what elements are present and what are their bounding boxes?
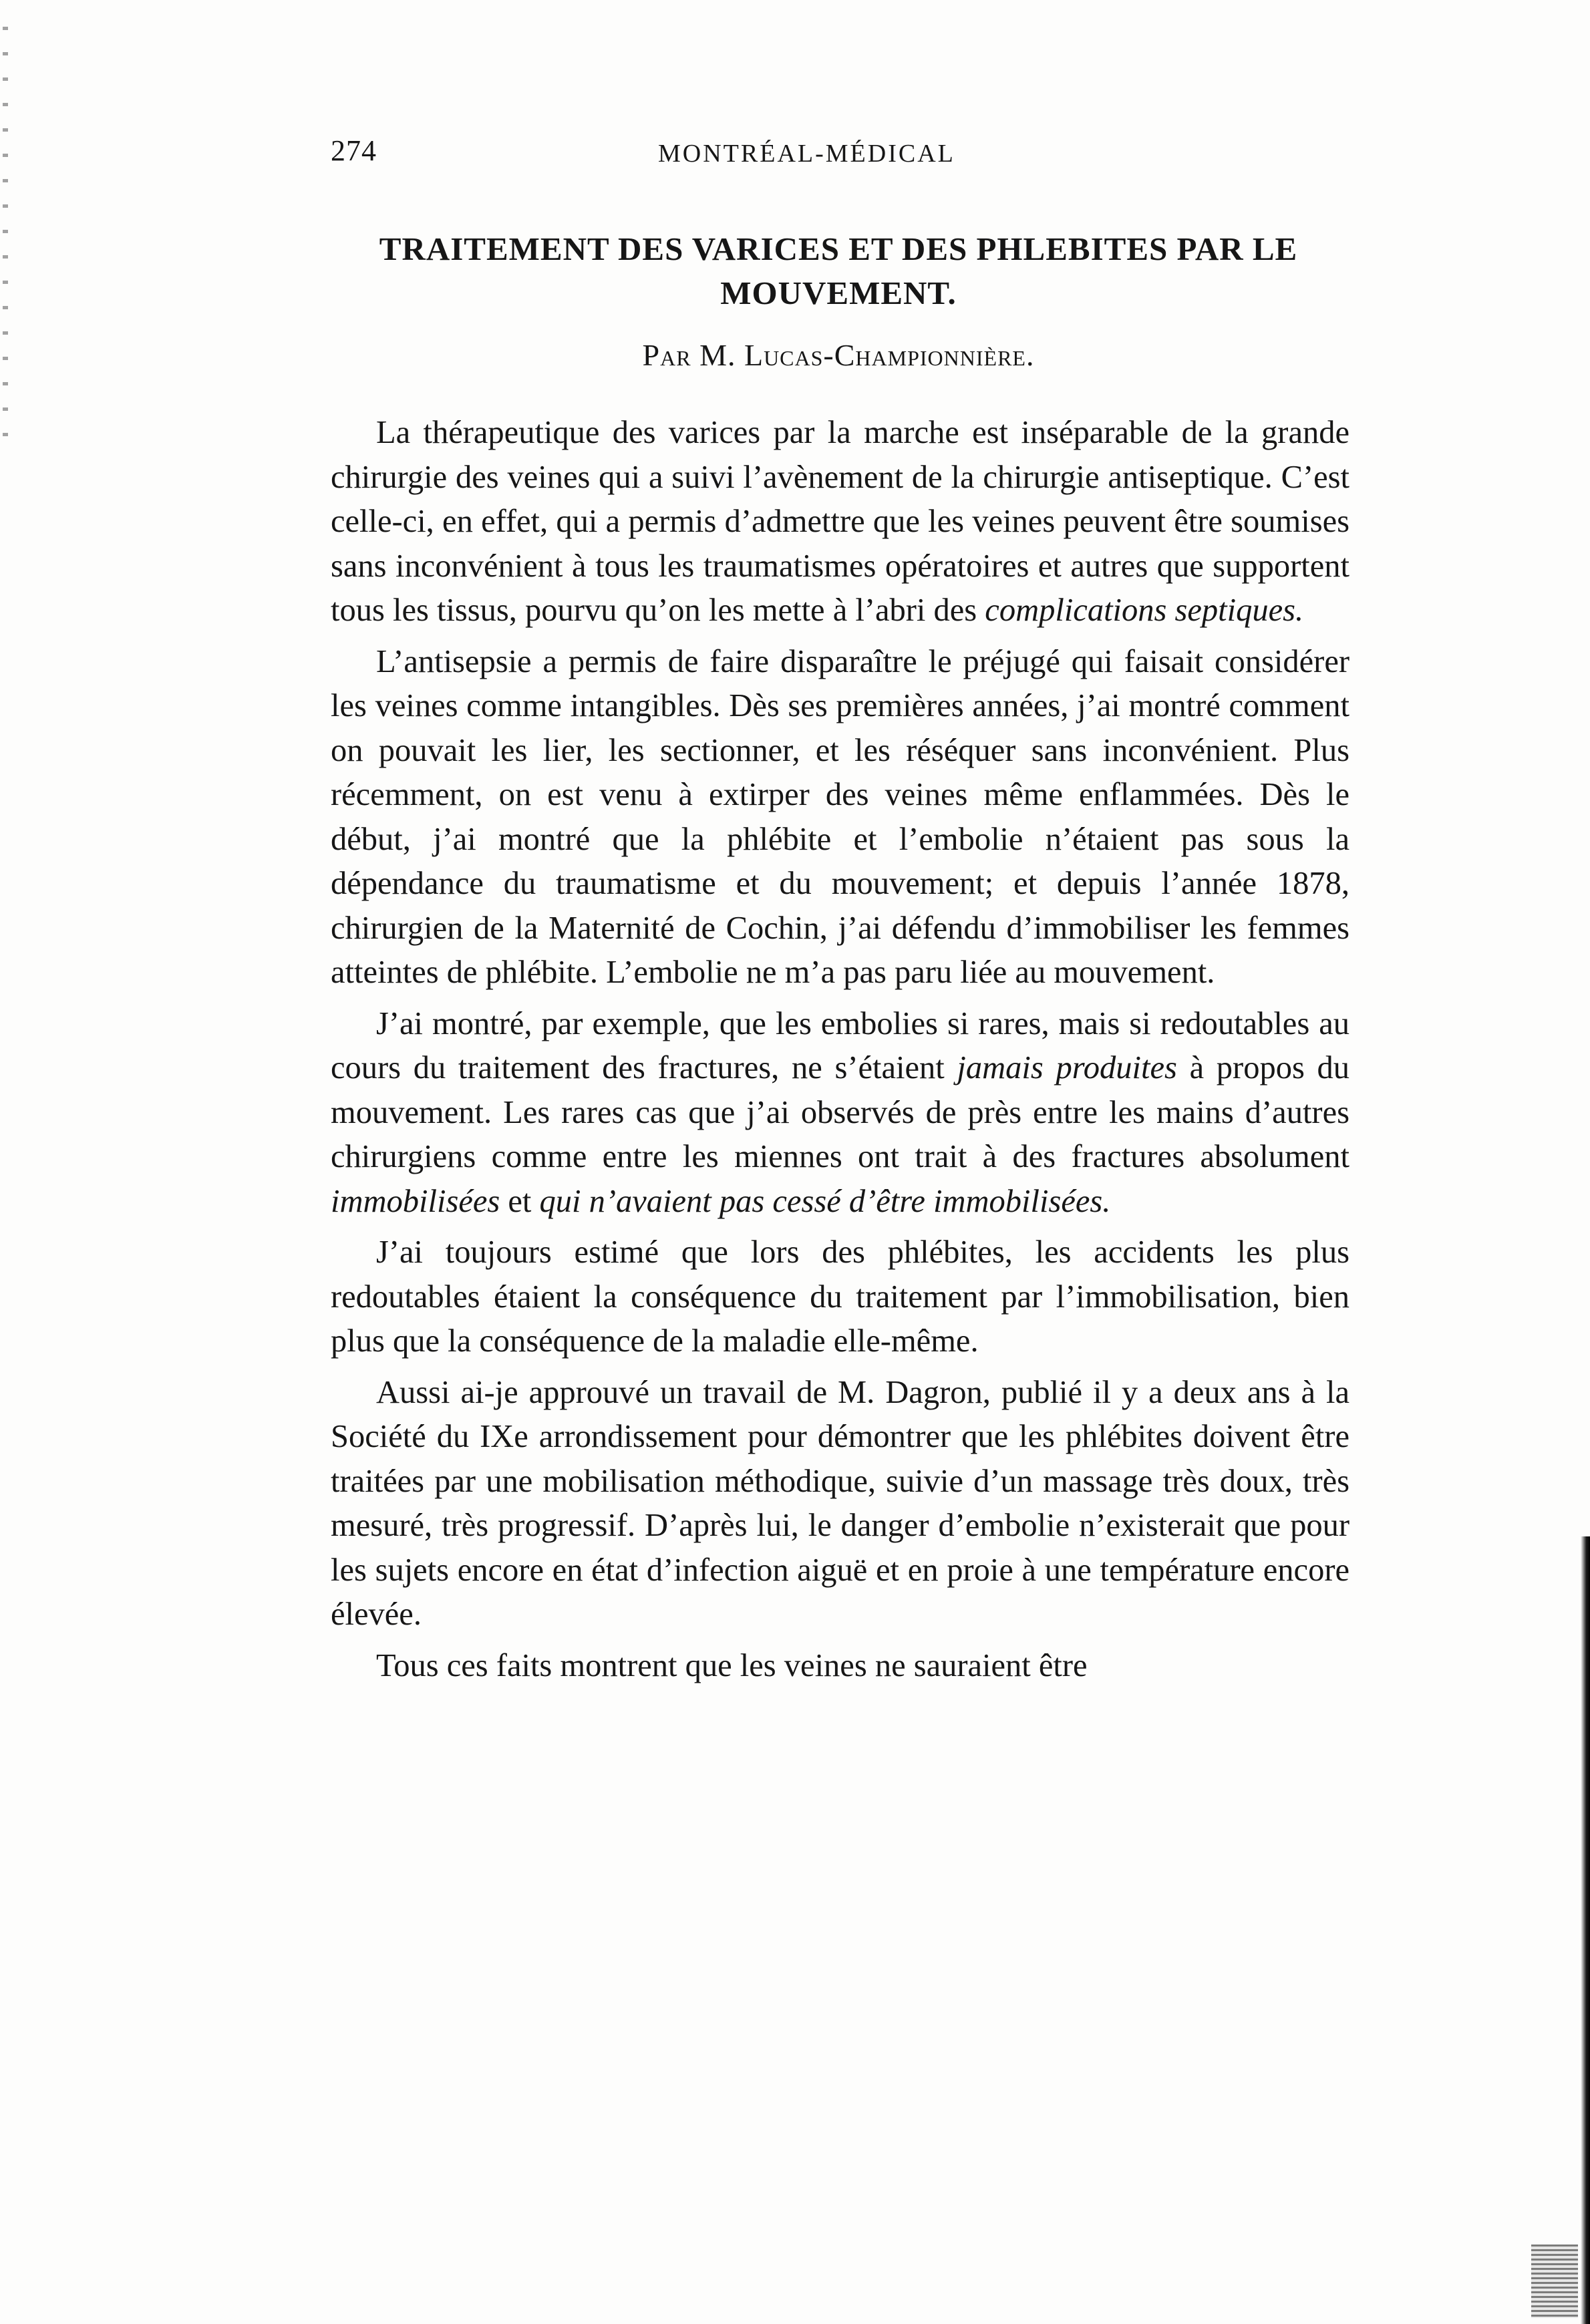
page-header [331, 134, 1346, 180]
paragraph-2: L’antisepsie a permis de faire disparaître le préjugé qui faisait considérer les veines comme intangibles. Dès ses premières années, j’ai montré comment on pouvait les lier, les sectionner, et les réséquer sans inconvénient. Plus récemment, on est venu à extirper des veines même enflammées. Dès le début, j’ai montré que la phlébite et l’embolie n’étaient pas sous la dépendance du traumatisme et du mouvement; et depuis l’année 1878, chirurgien de la Maternité de Cochin, j’ai défendu d’immobiliser les femmes atteintes de phlébite. L’embolie ne m’a pas paru liée au mouvement. [331, 643, 1349, 990]
page-number: 274 [331, 134, 377, 167]
paragraph-1-text: La thérapeutique des varices par la marche est inséparable de la grande chirurgie des veines qui a suivi l’avènement de la chirurgie antiseptique. C’est celle-ci, en effet, qui a permis d’admettre que les veines peuvent être soumises sans inconvénient à tous les traumatismes opératoires et autres que supportent tous les tissus, pourvu qu’on les mette à l’abri des [331, 415, 1349, 628]
article-body [331, 411, 1349, 1695]
byline-author: Lucas-Championnière. [744, 338, 1035, 372]
paragraph-6: Tous ces faits montrent que les veines ne sauraient être [376, 1647, 1088, 1683]
running-head: MONTRÉAL-MÉDICAL [658, 140, 955, 168]
paragraph-1-italic: complications septiques. [985, 593, 1304, 628]
scan-artifact [1531, 2245, 1578, 2318]
paragraph-5: Aussi ai-je approuvé un travail de M. Dagron, publié il y a deux ans à la Société du IXe arrondissement pour démontrer que les phlébites doivent être traitées par une mobilisation méthodique, suivie d’un massage très doux, très mesuré, très progressif. D’après lui, le danger d’embolie n’existerait que pour les sujets encore en état d’infection aiguë et en proie à une température encore élevée. [331, 1374, 1349, 1632]
paragraph-3-italic-2: immobilisées [331, 1183, 500, 1219]
scan-speck [1537, 3, 1583, 23]
paragraph-3 [331, 1002, 1349, 1224]
byline-initial: M. [699, 338, 736, 372]
paragraph-3-italic-3: qui n’avaient pas cessé d’être immobilisées. [539, 1183, 1111, 1219]
paragraph-3-middle: à propos du mouvement. Les rares cas que j’ai observés de près entre les mains d’autres chirurgiens comme entre les miennes ont trait à des fractures absolument [331, 1050, 1349, 1174]
paragraph-3-italic-1: jamais produites [957, 1050, 1177, 1086]
byline-prefix: Par [642, 338, 691, 372]
article-title: TRAITEMENT DES VARICES ET DES PHLEBITES PAR LE MOUVEMENT. [379, 230, 1298, 311]
paragraph-3-conjunction: et [508, 1183, 532, 1219]
paragraph-4: J’ai toujours estimé que lors des phlébites, les accidents les plus redoutables étaient la conséquence du traitement par l’immobilisation, bien plus que la conséquence de la maladie elle-même. [331, 1234, 1349, 1359]
paragraph-1 [331, 411, 1349, 633]
binding-edge-marks [3, 27, 8, 454]
page-edge-shadow [1581, 1536, 1590, 2324]
article-byline [331, 337, 1346, 373]
paragraph-3-start: J’ai montré, par exemple, que les embolies si rares, mais si redoutables au cours du traitement des fractures, ne s’étaient [331, 1005, 1349, 1086]
